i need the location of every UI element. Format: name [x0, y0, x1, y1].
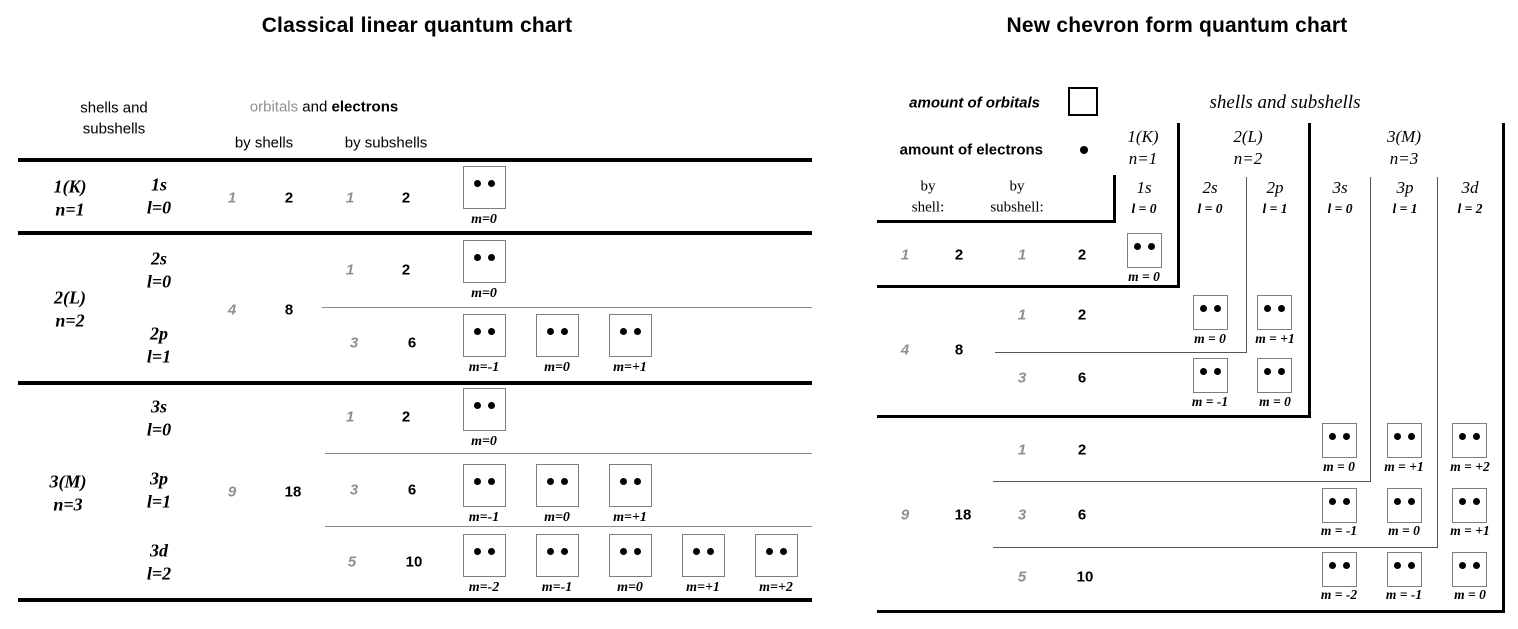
- m-label: m = 0: [1388, 523, 1420, 538]
- legend-electrons-label: amount of electrons: [899, 141, 1043, 159]
- orbital-box: [1322, 423, 1357, 458]
- electron-pair-icon: [1329, 562, 1350, 569]
- m-label: m=0: [544, 360, 570, 375]
- orbitals-by-subshell-count: 1: [345, 189, 355, 207]
- orbitals-by-subshell-count: 3: [349, 334, 359, 352]
- m-label: m = +1: [1255, 331, 1295, 346]
- m-label: m = -2: [1320, 587, 1358, 602]
- orbital-box: [536, 314, 579, 357]
- m-label: m = 0: [1454, 587, 1486, 602]
- subshell-l: l=1: [146, 491, 172, 512]
- electron-pair-icon: [1459, 433, 1480, 440]
- shell-label: 1(K): [53, 176, 87, 197]
- orbital-box: [755, 534, 798, 577]
- header-rule: [877, 220, 1116, 223]
- subshell-label: 2p: [150, 323, 168, 344]
- subshell-divider: [322, 307, 812, 308]
- shell-header-n: n=3: [1389, 149, 1419, 168]
- orbitals-by-subshell-count: 1: [1017, 306, 1027, 324]
- electron-pair-icon: [1459, 562, 1480, 569]
- shell-header: 1(K): [1127, 127, 1159, 146]
- orbital-box: [536, 464, 579, 507]
- electron-pair-icon: [474, 254, 495, 261]
- electron-pair-icon: [766, 548, 787, 555]
- right-chart-title: New chevron form quantum chart: [1006, 14, 1348, 37]
- orbital-box: [1452, 488, 1487, 523]
- electrons-by-subshell-count: 6: [407, 481, 417, 499]
- shell-header: 3(M): [1387, 127, 1421, 146]
- subshell-header-l: l = 1: [1262, 201, 1288, 216]
- orbitals-by-shell-count: 1: [227, 189, 237, 207]
- right-header-shells-subshells: shells and subshells: [1209, 92, 1361, 113]
- orbitals-by-shell-count: 4: [900, 341, 910, 359]
- orbital-box: [609, 314, 652, 357]
- electron-pair-icon: [1394, 562, 1415, 569]
- electron-pair-icon: [1264, 368, 1285, 375]
- subshell-header-l: l = 0: [1327, 201, 1353, 216]
- subshell-boundary: [1246, 177, 1247, 352]
- m-label: m = -1: [1191, 394, 1229, 409]
- orbital-box: [463, 314, 506, 357]
- orbital-box: [1322, 552, 1357, 587]
- electrons-by-subshell-count: 2: [401, 189, 411, 207]
- electron-dot-icon: [1080, 146, 1088, 154]
- m-label: m = +2: [1450, 459, 1490, 474]
- electron-pair-icon: [1329, 433, 1350, 440]
- and-word: and: [298, 98, 332, 116]
- shell-boundary: [1177, 123, 1180, 288]
- shell-label: 2(L): [54, 287, 86, 308]
- orbital-box: [609, 464, 652, 507]
- electrons-by-subshell-count: 2: [1077, 441, 1087, 459]
- electron-pair-icon: [474, 180, 495, 187]
- orbitals-by-subshell-count: 1: [1017, 441, 1027, 459]
- subshell-header: 3s: [1332, 178, 1348, 197]
- subshell-header-l: l = 0: [1197, 201, 1223, 216]
- electron-pair-icon: [1134, 243, 1155, 250]
- m-label: m=0: [617, 580, 643, 595]
- electron-pair-icon: [1200, 305, 1221, 312]
- m-label: m=-1: [541, 580, 573, 595]
- electrons-by-subshell-count: 6: [407, 334, 417, 352]
- electron-pair-icon: [474, 548, 495, 555]
- orbital-box: [609, 534, 652, 577]
- electron-pair-icon: [474, 328, 495, 335]
- m-label: m=+2: [759, 580, 793, 595]
- electrons-by-subshell-count: 2: [401, 408, 411, 426]
- orbital-box: [1387, 488, 1422, 523]
- electrons-by-subshell-count: 2: [401, 261, 411, 279]
- subshell-label: 2s: [150, 248, 168, 269]
- subshell-header-l: l = 0: [1131, 201, 1157, 216]
- divider: [18, 158, 812, 162]
- orbitals-by-shell-count: 4: [227, 301, 237, 319]
- subshell-label: 3d: [150, 540, 168, 561]
- subshell-step-rule: [993, 547, 1438, 548]
- orbital-box: [1193, 295, 1228, 330]
- electron-pair-icon: [474, 478, 495, 485]
- shell-step-rule: [877, 285, 1180, 288]
- m-label: m = 0: [1323, 459, 1355, 474]
- orbitals-by-subshell-count: 3: [1017, 369, 1027, 387]
- electrons-by-subshell-count: 10: [1076, 568, 1094, 586]
- orbitals-word: orbitals: [249, 98, 299, 116]
- shell-step-rule: [877, 415, 1311, 418]
- orbitals-by-subshell-count: 1: [345, 408, 355, 426]
- by-shell-header-line2: shell:: [911, 199, 945, 216]
- orbitals-by-subshell-count: 5: [1017, 568, 1027, 586]
- orbital-box: [1452, 423, 1487, 458]
- subshell-step-rule: [993, 481, 1371, 482]
- left-header-by-subshells: by subshells: [344, 134, 428, 152]
- electron-pair-icon: [547, 328, 568, 335]
- electron-pair-icon: [693, 548, 714, 555]
- subshell-boundary: [1437, 177, 1438, 547]
- subshell-label: 3p: [150, 468, 168, 489]
- subshell-label: 1s: [150, 174, 168, 195]
- m-label: m=-2: [468, 580, 500, 595]
- shell-step-rule: [877, 610, 1505, 613]
- subshell-header: 1s: [1136, 178, 1152, 197]
- m-label: m=-1: [468, 360, 500, 375]
- subshell-label: 3s: [150, 396, 168, 417]
- orbital-box: [1387, 423, 1422, 458]
- orbital-box: [463, 166, 506, 209]
- m-label: m = 0: [1128, 269, 1160, 284]
- by-subshell-header-line2: subshell:: [990, 199, 1044, 216]
- orbitals-by-subshell-count: 1: [345, 261, 355, 279]
- shell-boundary: [1308, 123, 1311, 418]
- by-shell-header-line1: by: [920, 178, 936, 195]
- m-label: m = 0: [1194, 331, 1226, 346]
- m-label: m = -1: [1320, 523, 1358, 538]
- subshell-divider: [325, 453, 812, 454]
- by-subshell-header-line1: by: [1009, 178, 1025, 195]
- m-label: m=0: [471, 434, 497, 449]
- header-corner-rule: [1113, 175, 1116, 223]
- orbital-box: [536, 534, 579, 577]
- m-label: m=+1: [613, 360, 647, 375]
- orbital-box: [1387, 552, 1422, 587]
- subshell-header: 2p: [1266, 178, 1284, 197]
- orbital-box: [463, 534, 506, 577]
- electron-pair-icon: [547, 548, 568, 555]
- m-label: m = +1: [1450, 523, 1490, 538]
- orbital-box: [1452, 552, 1487, 587]
- m-label: m = +1: [1384, 459, 1424, 474]
- subshell-header-l: l = 2: [1457, 201, 1483, 216]
- orbital-box: [1257, 358, 1292, 393]
- orbitals-by-subshell-count: 3: [1017, 506, 1027, 524]
- electron-pair-icon: [1329, 498, 1350, 505]
- subshell-header: 2s: [1202, 178, 1218, 197]
- orbitals-by-subshell-count: 3: [349, 481, 359, 499]
- m-label: m = -1: [1385, 587, 1423, 602]
- orbitals-by-shell-count: 9: [227, 483, 237, 501]
- electrons-by-shell-count: 8: [954, 341, 964, 359]
- shell-boundary: [1502, 123, 1505, 613]
- subshell-l: l=0: [146, 197, 172, 218]
- electrons-by-shell-count: 2: [284, 189, 294, 207]
- m-label: m = 0: [1259, 394, 1291, 409]
- subshell-header: 3d: [1461, 178, 1479, 197]
- shell-label: 3(M): [49, 471, 87, 492]
- subshell-l: l=1: [146, 346, 172, 367]
- electron-pair-icon: [620, 328, 641, 335]
- orbitals-by-subshell-count: 5: [347, 553, 357, 571]
- shell-n: n=3: [53, 494, 83, 515]
- orbitals-by-shell-count: 1: [900, 246, 910, 264]
- orbitals-by-subshell-count: 1: [1017, 246, 1027, 264]
- electrons-by-subshell-count: 2: [1077, 246, 1087, 264]
- m-label: m=0: [544, 510, 570, 525]
- left-header-orbitals-electrons: [250, 99, 398, 116]
- electrons-word: electrons: [331, 98, 399, 116]
- electron-pair-icon: [620, 548, 641, 555]
- subshell-step-rule: [995, 352, 1247, 353]
- orbital-box: [1193, 358, 1228, 393]
- orbital-box: [463, 464, 506, 507]
- shell-header-n: n=2: [1233, 149, 1263, 168]
- shell-header-n: n=1: [1128, 149, 1158, 168]
- subshell-header-l: l = 1: [1392, 201, 1418, 216]
- orbital-box-icon: [1068, 87, 1098, 116]
- m-label: m=-1: [468, 510, 500, 525]
- shell-n: n=1: [55, 199, 85, 220]
- orbital-box: [1257, 295, 1292, 330]
- electrons-by-shell-count: 18: [284, 483, 302, 501]
- electrons-by-shell-count: 2: [954, 246, 964, 264]
- orbital-box: [682, 534, 725, 577]
- m-label: m=+1: [613, 510, 647, 525]
- subshell-l: l=0: [146, 419, 172, 440]
- electron-pair-icon: [1264, 305, 1285, 312]
- subshell-header: 3p: [1396, 178, 1414, 197]
- subshell-boundary: [1370, 177, 1371, 481]
- subshell-l: l=2: [146, 563, 172, 584]
- subshell-divider: [325, 526, 812, 527]
- divider: [18, 231, 812, 235]
- electron-pair-icon: [1200, 368, 1221, 375]
- electron-pair-icon: [620, 478, 641, 485]
- divider: [18, 381, 812, 385]
- legend-orbitals-label: amount of orbitals: [909, 94, 1040, 112]
- electrons-by-subshell-count: 10: [405, 553, 423, 571]
- subshell-l: l=0: [146, 271, 172, 292]
- shell-header: 2(L): [1233, 127, 1263, 146]
- divider: [18, 598, 812, 602]
- electrons-by-shell-count: 18: [954, 506, 972, 524]
- m-label: m=0: [471, 212, 497, 227]
- electrons-by-shell-count: 8: [284, 301, 294, 319]
- shell-n: n=2: [55, 310, 85, 331]
- left-header-shells-line1: shells and: [80, 99, 148, 117]
- electron-pair-icon: [547, 478, 568, 485]
- left-header-shells-line2: subshells: [82, 120, 146, 138]
- orbital-box: [463, 388, 506, 431]
- electrons-by-subshell-count: 2: [1077, 306, 1087, 324]
- left-chart-title: Classical linear quantum chart: [261, 14, 573, 37]
- orbital-box: [1322, 488, 1357, 523]
- m-label: m=0: [471, 286, 497, 301]
- electrons-by-subshell-count: 6: [1077, 506, 1087, 524]
- orbital-box: [463, 240, 506, 283]
- electron-pair-icon: [1394, 498, 1415, 505]
- electrons-by-subshell-count: 6: [1077, 369, 1087, 387]
- m-label: m=+1: [686, 580, 720, 595]
- electron-pair-icon: [474, 402, 495, 409]
- electron-pair-icon: [1394, 433, 1415, 440]
- left-header-by-shells: by shells: [234, 134, 294, 152]
- orbital-box: [1127, 233, 1162, 268]
- orbitals-by-shell-count: 9: [900, 506, 910, 524]
- electron-pair-icon: [1459, 498, 1480, 505]
